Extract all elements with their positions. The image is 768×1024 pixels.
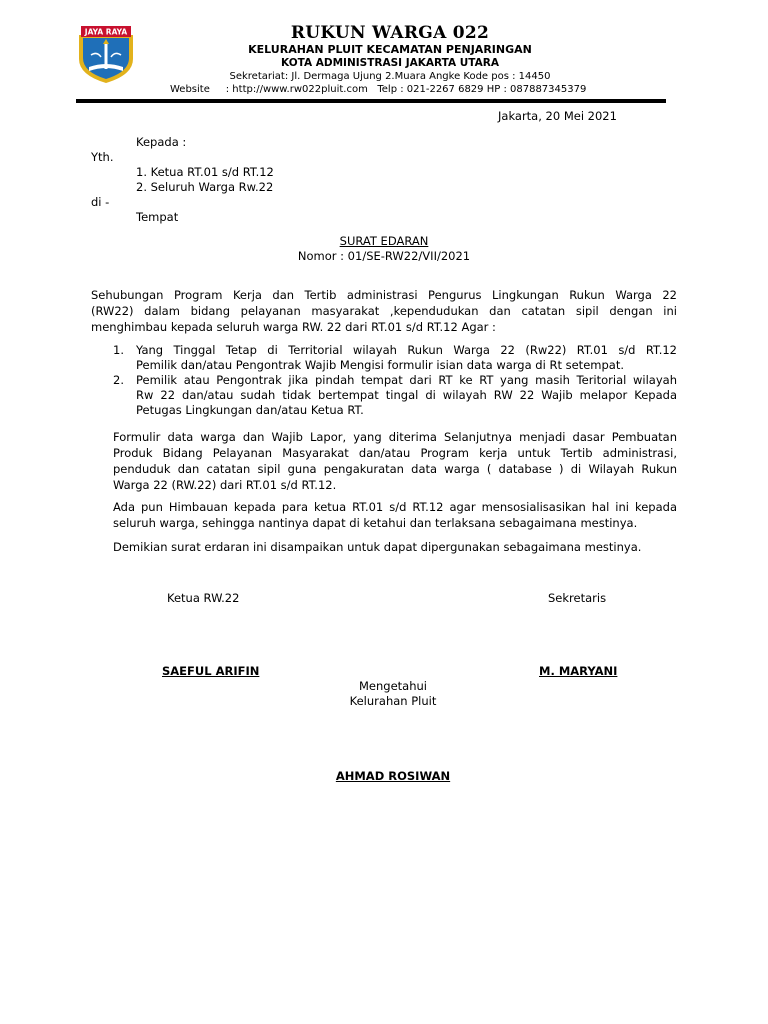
intro-line-2: (RW22) dalam bidang pelayanan masyarakat ,kependudukan dan catatan sipil dengan ini: [91, 304, 677, 318]
letterhead-contact: Website : http://www.rw022pluit.com Telp : 021-2267 6829 HP : 087887345379: [170, 84, 587, 95]
letter-title: SURAT EDARAN: [339, 234, 429, 248]
address-recipient-2: 2. Seluruh Warga Rw.22: [136, 180, 274, 194]
acknowledge-office: Kelurahan Pluit: [349, 694, 437, 708]
jaya-raya-logo: [75, 25, 137, 85]
signature-left-role: Ketua RW.22: [167, 591, 240, 605]
letterhead-secretariat: Sekretariat: Jl. Dermaga Ujung 2.Muara Angke Kode pos : 14450: [229, 71, 551, 82]
list-item-2-number: 2.: [113, 373, 124, 387]
logo-banner-text: JAYA RAYA: [84, 27, 128, 37]
list-item-2-line-2: Rw 22 dan/atau sudah tidak bertempat tingal di wilayah RW 22 Wajib melapor Kepada: [136, 388, 677, 402]
signature-right-name: M. MARYANI: [539, 664, 618, 678]
signature-left-name: SAEFUL ARIFIN: [162, 664, 260, 678]
acknowledge-name: AHMAD ROSIWAN: [335, 769, 451, 783]
acknowledge-label: Mengetahui: [359, 679, 427, 693]
para3-line-2: seluruh warga, sehingga nantinya dapat di ketahui dan terlaksana sebagaimana mestinya.: [113, 516, 638, 530]
signature-right-role: Sekretaris: [548, 591, 607, 605]
letter-date: Jakarta, 20 Mei 2021: [498, 109, 617, 123]
list-item-1-line-1: Yang Tinggal Tetap di Territorial wilayah Rukun Warga 22 (Rw22) RT.01 s/d RT.12: [136, 343, 677, 357]
address-recipient-1: 1. Ketua RT.01 s/d RT.12: [136, 165, 274, 179]
letterhead-kelurahan: KELURAHAN PLUIT KECAMATAN PENJARINGAN: [248, 43, 532, 56]
address-tempat: Tempat: [136, 210, 179, 224]
intro-line-3: menghimbau kepada seluruh warga RW. 22 dari RT.01 s/d RT.12 Agar :: [91, 320, 496, 334]
closing-sentence: Demikian surat erdaran ini disampaikan untuk dapat dipergunakan sebagaimana mestinya.: [113, 540, 642, 554]
intro-line-1: Sehubungan Program Kerja dan Tertib administrasi Pengurus Lingkungan Rukun Warga 22: [91, 288, 677, 302]
letterhead-kota: KOTA ADMINISTRASI JAKARTA UTARA: [281, 57, 499, 69]
para2-line-4: Warga 22 (RW.22) dari RT.01 s/d RT.12.: [113, 478, 337, 492]
header-divider: [76, 99, 666, 103]
para3-line-1: Ada pun Himbauan kepada para ketua RT.01 s/d RT.12 agar mensosialisasikan hal ini kepada: [113, 500, 677, 514]
list-item-2-line-3: Petugas Lingkungan dan/atau Ketua RT.: [136, 403, 364, 417]
list-item-1-number: 1.: [113, 343, 124, 357]
org-title: RUKUN WARGA 022: [290, 23, 490, 43]
para2-line-1: Formulir data warga dan Wajib Lapor, yang diterima Selanjutnya menjadi dasar Pembuatan: [113, 430, 677, 444]
address-yth: Yth.: [91, 150, 114, 164]
para2-line-3: penduduk dan catatan sipil guna pengakuratan data warga ( database ) di Wilayah Rukun: [113, 462, 677, 476]
address-di: di -: [91, 195, 110, 209]
para2-line-2: Produk Bidang Pelayanan Masyarakat dan/atau Program kerja untuk Tertib administrasi,: [113, 446, 677, 460]
address-kepada: Kepada :: [136, 135, 187, 149]
letter-number: Nomor : 01/SE-RW22/VII/2021: [297, 249, 471, 263]
list-item-1-line-2: Pemilik dan/atau Pengontrak Wajib Mengisi formulir isian data warga di Rt setempat.: [136, 358, 624, 372]
list-item-2-line-1: Pemilik atau Pengontrak jika pindah tempat dari RT ke RT yang masih Teritorial wilayah: [136, 373, 677, 387]
